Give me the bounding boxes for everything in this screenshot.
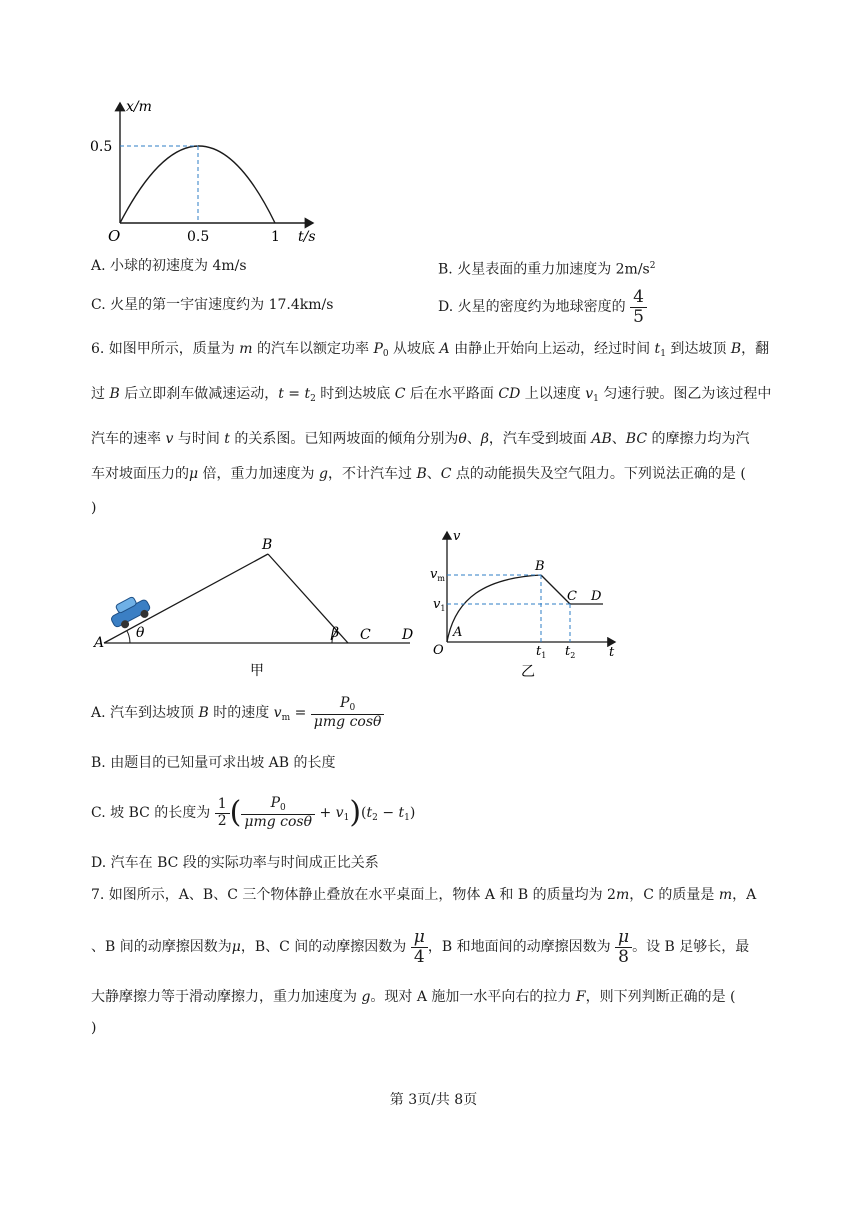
option-5b — [438, 256, 655, 280]
page-footer: 第 3页/共 8页 — [389, 1092, 478, 1108]
t: = — [283, 386, 305, 402]
vm: v — [430, 567, 438, 582]
t: v — [585, 386, 594, 402]
v-segment-bc — [541, 575, 570, 604]
vm-sub: m — [437, 574, 445, 583]
q6-line-5: ) — [91, 500, 97, 516]
t: 、 — [611, 431, 626, 447]
v1-label — [433, 597, 445, 613]
v1: v — [433, 597, 441, 612]
t: P — [373, 341, 383, 357]
t: 与时间 — [173, 431, 225, 447]
t: 点的动能损失及空气阻力。下列说法正确的是 ( — [451, 466, 746, 482]
t: + v — [315, 805, 344, 821]
t: 汽车的速率 — [91, 431, 166, 447]
t: 倍，重力加速度为 — [198, 466, 320, 482]
t: 、 — [466, 431, 481, 447]
t: P — [270, 794, 281, 811]
option-5b-text: B. 火星表面的重力加速度为 2m/s — [438, 261, 650, 278]
t: 1 — [593, 394, 599, 404]
t: 6. 如图甲所示，质量为 — [91, 341, 240, 357]
t: 的摩擦力均为汽 — [647, 431, 750, 447]
origin-o: O — [433, 643, 444, 658]
t: 。现对 A 施加一水平向右的拉力 — [370, 989, 576, 1005]
t: ，B 和地面间的动摩擦因数为 — [427, 939, 611, 955]
t: AB — [591, 431, 612, 447]
car-icon — [106, 592, 153, 633]
caption-jia: 甲 — [250, 663, 264, 679]
option-6c: C. 坡 BC 的长度为 $\frac{1}{2}$ ( $\frac{P_0}{\text{μmg cosθ}}$ + $v_1)(t_2 - t_1)$ — [91, 794, 416, 830]
frac-num: μ — [411, 928, 428, 948]
point-d-yi: D — [591, 589, 602, 604]
q7-line-1 — [91, 885, 756, 905]
angle-theta: θ — [136, 625, 145, 641]
t: m — [239, 341, 253, 357]
paren: ( — [229, 795, 242, 830]
t: 2 — [372, 813, 378, 823]
t1-label — [536, 644, 546, 660]
t: ，B、C 间的动摩擦因数为 — [240, 939, 407, 955]
t: 的汽车以额定功率 — [252, 341, 374, 357]
t: ，A — [732, 887, 757, 903]
t: 0 — [382, 349, 389, 359]
angle-beta: β — [331, 625, 340, 641]
frac-den: μmg cosθ — [244, 813, 313, 830]
t: B — [416, 466, 427, 482]
t1: t — [536, 644, 542, 659]
t: C — [394, 386, 406, 402]
figure-yi — [425, 528, 625, 688]
t: 匀速行驶。图乙为该过程中 — [598, 386, 772, 402]
t: P — [340, 694, 350, 711]
x-axis-label: t/s — [298, 229, 316, 245]
t: t — [366, 805, 373, 821]
point-b: B — [262, 537, 273, 553]
t: = — [290, 705, 311, 721]
t: B — [730, 341, 742, 357]
t2-sub: 2 — [570, 651, 576, 660]
q6-line-4 — [91, 464, 746, 484]
t: m — [615, 887, 630, 903]
point-c: C — [360, 627, 371, 643]
t: ，翻 — [741, 341, 770, 357]
t: 时到达坡底 — [315, 386, 395, 402]
option-6a-fraction — [311, 696, 385, 730]
option-5a: A. 小球的初速度为 4m/s — [91, 258, 247, 274]
t: m — [718, 887, 733, 903]
t: 过 — [91, 386, 110, 402]
frac-num — [311, 696, 385, 715]
t: B — [198, 705, 209, 721]
point-a-yi: A — [453, 625, 463, 640]
xt-graph — [88, 95, 328, 250]
q6-line-2 — [91, 384, 771, 409]
t: 1 — [660, 349, 666, 359]
t: g — [319, 466, 328, 482]
v-axis-label: v — [453, 529, 461, 544]
t: 。设 B 足够长，最 — [632, 939, 750, 955]
q7-line-4: ) — [91, 1020, 97, 1036]
frac-num: μ — [615, 928, 632, 948]
t: 后在水平路面 — [405, 386, 499, 402]
t: F — [575, 989, 586, 1005]
t: t — [224, 431, 230, 447]
t: BC — [625, 431, 648, 447]
t: 上以速度 — [520, 386, 586, 402]
t: 1 — [404, 813, 410, 823]
caption-yi: 乙 — [521, 664, 535, 680]
half-fraction — [215, 797, 230, 829]
t: ，汽车受到坡面 — [488, 431, 592, 447]
t: 7. 如图所示，A、B、C 三个物体静止叠放在水平桌面上，物体 A 和 B 的质量均为 2 — [91, 887, 616, 903]
frac-den: 4 — [413, 946, 425, 967]
t: θ — [458, 431, 467, 447]
mu-over-4 — [411, 928, 428, 966]
frac-den: μmg cosθ — [313, 713, 382, 730]
q7-line-3 — [91, 987, 736, 1007]
option-5d-text: D. 火星的密度约为地球密度的 — [438, 299, 626, 316]
point-a: A — [94, 635, 105, 651]
option-5d-fraction — [630, 288, 647, 326]
t: A — [439, 341, 450, 357]
t: C — [440, 466, 452, 482]
t: 到达坡顶 — [665, 341, 731, 357]
t2: t — [565, 644, 571, 659]
option-5d — [438, 288, 647, 326]
t2-label — [565, 644, 575, 660]
v1-sub: 1 — [440, 604, 446, 613]
option-6b: B. 由题目的已知量可求出坡 AB 的长度 — [91, 755, 336, 771]
t: t — [278, 386, 284, 402]
y-axis-label: x/m — [126, 99, 152, 115]
x-tick-label-1: 0.5 — [187, 229, 210, 245]
option-6d: D. 汽车在 BC 段的实际功率与时间成正比关系 — [91, 855, 379, 871]
t: g — [361, 989, 371, 1005]
t: 的关系图。已知两坡面的倾角分别为 — [229, 431, 459, 447]
t: ，不计汽车过 — [327, 466, 417, 482]
t: 大静摩擦力等于滑动摩擦力，重力加速度为 — [91, 989, 362, 1005]
point-b-yi: B — [535, 559, 545, 574]
t: m — [281, 713, 291, 723]
q7-line-2 — [91, 927, 749, 967]
t: 、 — [426, 466, 441, 482]
frac-num: 1 — [215, 797, 230, 813]
t: A. 汽车到达坡顶 — [91, 705, 199, 721]
t-axis-label: t — [609, 645, 615, 660]
q6-line-1 — [91, 339, 769, 364]
frac-num: 4 — [630, 288, 647, 308]
t: 、B 间的动摩擦因数为 — [91, 939, 232, 955]
t: 由静止开始向上运动，经过时间 — [449, 341, 655, 357]
t: 车对坡面压力的 — [91, 466, 189, 482]
t: v — [165, 431, 174, 447]
t: CD — [498, 386, 521, 402]
t: 0 — [349, 702, 356, 713]
q6-line-3 — [91, 429, 749, 449]
angle-theta-arc — [127, 631, 130, 643]
mu-over-8 — [615, 928, 632, 966]
option-5c: C. 火星的第一宇宙速度约为 17.4km/s — [91, 297, 334, 313]
t: − t — [377, 805, 405, 821]
frac-den: 5 — [633, 306, 644, 327]
frac-den: 8 — [618, 946, 629, 967]
origin-label: O — [108, 227, 121, 245]
t: 2 — [310, 394, 316, 404]
t: μ — [189, 466, 199, 482]
point-c-yi: C — [567, 589, 577, 604]
t: C. 坡 BC 的长度为 — [91, 805, 211, 821]
t: 1 — [343, 813, 350, 823]
t: B — [109, 386, 120, 402]
t: 0 — [280, 802, 286, 813]
t: ，C 的质量是 — [629, 887, 719, 903]
t: β — [480, 431, 489, 447]
x-tick-label-2: 1 — [271, 229, 280, 245]
point-d: D — [402, 627, 414, 643]
vm-label — [430, 567, 445, 583]
t: t — [304, 386, 311, 402]
y-tick-label: 0.5 — [90, 139, 113, 155]
figure-jia — [92, 535, 422, 685]
t: 从坡底 — [388, 341, 440, 357]
option-6a — [91, 693, 384, 738]
frac-den: 2 — [217, 812, 227, 829]
t: μ — [231, 939, 241, 955]
option-5b-sup: 2 — [649, 261, 656, 271]
t: t — [654, 341, 661, 357]
t: 时的速度 — [208, 705, 274, 721]
frac-num — [241, 796, 315, 815]
t: v — [273, 705, 282, 721]
t: 后立即刹车做减速运动， — [119, 386, 279, 402]
t: ，则下列判断正确的是 ( — [585, 989, 736, 1005]
option-6c-fraction — [241, 796, 315, 830]
paren: ) — [349, 795, 362, 830]
t1-sub: 1 — [541, 651, 547, 660]
